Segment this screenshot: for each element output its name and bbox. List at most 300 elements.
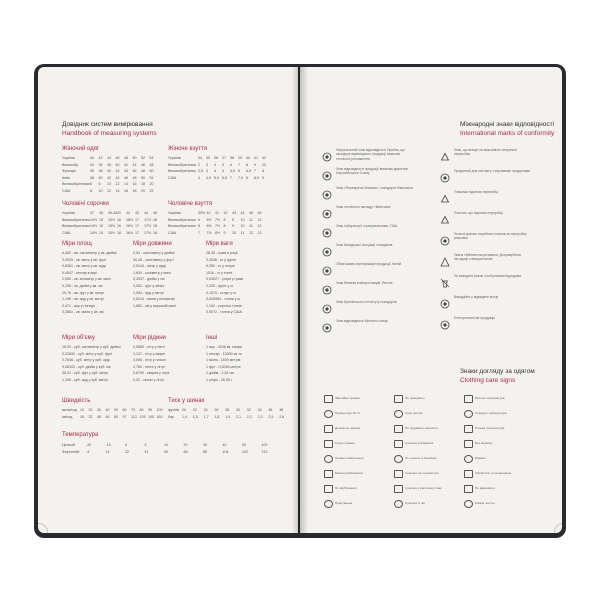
table-cell: 6 <box>90 182 92 187</box>
length-list <box>133 250 176 309</box>
table-cell: 4 <box>198 175 200 180</box>
table-cell: 10 <box>164 443 168 447</box>
row-label: Великобритания <box>168 169 196 174</box>
table-cell: 35 <box>206 156 210 160</box>
table-cell: 40 <box>98 175 103 180</box>
table-cell: 64 <box>105 414 110 419</box>
row-label: США <box>168 175 177 180</box>
table-cell: 43 <box>232 211 236 215</box>
row-label: США <box>62 230 71 235</box>
list-item: 1,094 - ярд у метрі <box>133 290 164 295</box>
men-shoes-title: Чоловіче взуття <box>168 201 213 207</box>
table-cell: 52 <box>149 175 154 180</box>
care-symbol-icon <box>394 470 403 478</box>
list-item: 16,39 - куб. сантиметр у куб. дюймі <box>62 345 121 349</box>
list-item: 1,760 - пінта у літрі <box>133 364 165 369</box>
gs-mark-icon <box>322 187 332 197</box>
list-item: 0,000984 - тонна у кг <box>206 297 241 302</box>
table-cell: 9 <box>223 230 226 235</box>
table-cell: 80 <box>114 414 118 419</box>
table-cell: 2,6 <box>279 414 285 419</box>
care-label: Без віджиму <box>475 441 493 445</box>
list-item: 0,03527 - унція у грамі <box>206 277 244 282</box>
table-cell: 212 <box>261 449 268 454</box>
table-cell: 8 <box>223 224 226 229</box>
table-cell: 70 <box>131 408 135 412</box>
list-item: 0,8361 - кв. метр у кв. ярді <box>62 264 106 269</box>
care-label: Сушіння на горизонталі <box>405 471 439 475</box>
book-gutter <box>292 67 308 533</box>
row-label: Великобритания <box>62 224 90 229</box>
table-cell: 14 <box>115 188 120 193</box>
table-cell: 8 <box>262 169 264 174</box>
table-cell: 6,5 <box>222 175 227 180</box>
table-cell: 40 <box>222 443 227 447</box>
table-cell: 46 <box>141 162 145 167</box>
row-label: Україна <box>168 211 181 215</box>
table-cell: 161 <box>156 414 163 419</box>
table-cell: 10 <box>80 408 84 412</box>
table-cell: -10 <box>105 443 111 447</box>
table-cell: 42 <box>124 162 128 167</box>
table-cell: 2 <box>198 162 200 167</box>
list-item: 2,590 - кв. кілометр у кв. милі <box>62 277 111 282</box>
care-label: Суха чистка <box>405 411 423 415</box>
left-page-subtitle: Handbook of measuring systems <box>62 130 157 137</box>
care-label: Низька температура <box>475 426 505 430</box>
table-cell: 16½ <box>126 217 133 222</box>
table-cell: 2,3 <box>257 414 263 419</box>
table-cell: 9 <box>262 175 264 180</box>
table-cell: -4 <box>86 449 90 454</box>
table-cell: 14½ <box>90 224 97 229</box>
table-cell: 18 <box>132 188 137 193</box>
right-page-subtitle: International marks of conformity <box>460 130 555 137</box>
table-cell: 1,8 <box>214 414 220 419</box>
table-cell: 41 <box>215 211 219 215</box>
mark-description: Знак Британського інституту стандартів <box>336 300 397 304</box>
mark-description: Знак, що вказує на можливість вторинної переробки <box>454 148 518 157</box>
mark-description: Електротехнічна продукція <box>454 316 496 320</box>
table-cell: 30 <box>203 443 207 447</box>
table-cell: 38 <box>90 175 94 180</box>
table-cell: 34 <box>257 408 262 412</box>
care-symbol-icon <box>464 485 473 493</box>
table-cell: 22 <box>192 408 197 412</box>
care-symbol-icon <box>394 485 403 493</box>
table-cell: 7½ <box>215 224 220 229</box>
list-item: 4,546 - літр у галоні <box>133 358 166 363</box>
table-cell: 12 <box>107 188 111 193</box>
mark-description: Викидайте у відведене місце <box>454 295 499 299</box>
care-symbol-icon <box>464 440 473 448</box>
list-item: 0,8799 - кварта у літрі <box>133 371 170 376</box>
table-cell: 9 <box>232 217 234 222</box>
care-symbol-icon <box>324 440 333 448</box>
list-item: 2,471 - акр у гектарі <box>62 303 95 308</box>
list-item: 10,76 - кв. фут у кв. метрі <box>62 290 105 295</box>
table-cell: 46 <box>124 175 128 180</box>
table-cell: 42 <box>126 211 130 215</box>
table-cell: 4 <box>214 162 216 167</box>
table-cell: 8,5 <box>254 175 259 180</box>
table-cell: 32 <box>246 408 251 412</box>
table-cell: 1,5 <box>192 414 198 419</box>
care-symbol-icon <box>464 455 473 463</box>
table-cell: 38 <box>279 408 284 412</box>
table-cell: 40 <box>90 156 94 160</box>
left-page <box>38 67 298 533</box>
table-cell: 7,5 <box>238 175 243 180</box>
table-cell: 9 <box>232 224 234 229</box>
list-item: 1,137 - літр у кварті <box>133 351 166 356</box>
table-cell: 122 <box>242 449 248 454</box>
mark-description: Упаковка підлягає переробці <box>454 190 499 194</box>
table-cell: 60 <box>122 408 127 412</box>
eac-mark-icon <box>322 320 332 330</box>
table-cell: 100 <box>156 408 163 412</box>
list-item: 1 миля - 1609 метрів <box>206 358 241 363</box>
mark-description: Знак Канадської асоціації стандартів <box>336 243 393 247</box>
list-item: 35,31 - куб. фут у куб. метрі <box>62 371 109 376</box>
table-cell: 28 <box>225 408 230 412</box>
table-cell: 11 <box>240 230 245 235</box>
table-cell: 12 <box>249 230 253 235</box>
row-label: миль/год <box>62 408 77 412</box>
table-cell: 15 <box>99 230 103 235</box>
table-cell: 145 <box>148 414 154 419</box>
care-symbol-icon <box>394 440 403 448</box>
table-cell: 3 <box>206 169 208 174</box>
table-cell: 42 <box>98 156 103 160</box>
table-cell: 48 <box>141 169 145 174</box>
table-cell: 17 <box>135 230 139 235</box>
tuv-mark-icon <box>322 206 332 216</box>
care-symbol-icon <box>324 470 333 478</box>
table-cell: 2,5 <box>268 414 274 419</box>
table-cell: 0 <box>125 443 127 447</box>
care-title: Знаки догляду за одягом <box>460 368 535 375</box>
row-label: Великобритания <box>62 182 90 187</box>
liquid-list <box>133 344 169 384</box>
table-cell: 17 <box>135 217 139 222</box>
table-cell: 44 <box>144 211 148 215</box>
table-cell: 16 <box>80 414 84 419</box>
table-cell: 38 <box>230 156 234 160</box>
table-cell: 4 <box>214 169 216 174</box>
pet-icon <box>440 212 450 222</box>
care-label: Мокра чистка <box>475 501 495 505</box>
table-cell: 6,5 <box>246 169 251 174</box>
table-cell: 6½ <box>206 217 212 222</box>
table-cell: 5 <box>222 169 224 174</box>
table-cell: 4,5 <box>206 175 211 180</box>
table-cell: 40 <box>246 156 250 160</box>
table-cell: 40 <box>115 162 120 167</box>
table-cell: 5 <box>144 443 147 447</box>
list-item: 1,308 - куб. ярд у куб. метрі <box>62 377 108 382</box>
list-item: 1,852 - км у морській милі <box>133 303 176 308</box>
care-symbol-icon <box>324 500 333 508</box>
table-cell: 32 <box>125 449 129 454</box>
list-item: 1 дюйм - 2,54 см <box>206 371 234 376</box>
table-cell: 40 <box>206 211 211 215</box>
list-item: 0,5683 - літр у пінті <box>133 345 165 349</box>
table-cell: 52 <box>141 156 145 160</box>
row-label: Україна <box>62 156 75 160</box>
care-symbol-icon <box>394 395 403 403</box>
row-label: Великобритания <box>168 217 196 222</box>
table-cell: 100 <box>261 443 268 447</box>
care-symbol-icon <box>394 425 403 433</box>
table-cell: 16 <box>117 217 121 222</box>
left-page-title: Довідник систем вимірювання <box>62 121 153 128</box>
table-cell: 15½ <box>108 224 115 229</box>
list-item: 30,48 - сантиметр у футі <box>133 257 174 262</box>
table-cell: 45 <box>249 211 253 215</box>
care-label: Хімчистка з розчинником <box>475 471 511 475</box>
pressure-title: Тиск у шинах <box>168 398 205 404</box>
table-cell: 17½ <box>144 230 151 235</box>
table-cell: 3 <box>206 162 208 167</box>
table-cell: 5,5 <box>214 175 219 180</box>
table-cell: 50 <box>242 443 246 447</box>
care-symbol-icon <box>464 500 473 508</box>
mark-description: Зелена крапка: виробник сплатив за переробку упаковки <box>454 232 527 241</box>
table-cell: 14 <box>105 449 110 454</box>
row-label: Україна <box>62 211 75 215</box>
table-cell: 36 <box>98 162 103 167</box>
care-label: Не прасувати <box>405 396 425 400</box>
table-cell: 38 <box>98 169 103 174</box>
list-item: 2,54 - сантиметр у дюймі <box>133 251 175 255</box>
table-cell: 15 <box>99 224 103 229</box>
table-cell: 46 <box>257 211 262 215</box>
table-cell: 16 <box>117 224 121 229</box>
table-cell: 18 <box>141 182 145 187</box>
other-list <box>206 344 242 384</box>
warning-triangle-icon <box>440 254 450 264</box>
table-cell: 16 <box>124 188 128 193</box>
tidyman-icon <box>440 296 450 306</box>
list-item: 1016 - кг у тонні <box>206 270 233 275</box>
row-label: США <box>168 230 177 235</box>
care-label: Сушіння в тіні <box>405 501 425 505</box>
row-label: Italia <box>62 175 70 180</box>
mark-description: Пластик, що підлягає переробці <box>454 211 504 215</box>
table-cell: 14½ <box>90 230 97 235</box>
table-cell: 14 <box>124 182 128 187</box>
list-item: 3,281 - фут у метрі <box>133 283 165 288</box>
table-cell: 41 <box>254 156 258 160</box>
table-cell: 16½ <box>126 224 133 229</box>
temperature-title: Температура <box>62 432 99 438</box>
speed-title: Швидкість <box>62 398 91 404</box>
table-cell: 15½ <box>108 230 115 235</box>
table-cell: 104 <box>222 449 229 454</box>
table-cell: 1,7 <box>203 414 209 419</box>
table-cell: 44 <box>115 175 120 180</box>
list-item: 0,9144 - метр у ярді <box>133 264 166 269</box>
table-cell: 11 <box>249 217 253 222</box>
table-cell: 10 <box>107 182 111 187</box>
table-cell: 44 <box>240 211 245 215</box>
table-cell: 37 <box>222 156 226 160</box>
page-corner-mark <box>554 523 562 533</box>
list-item: 0,1575 - стоун у кг <box>206 290 237 295</box>
row-label: Великобритания <box>168 162 196 167</box>
care-label: Не відбілювати <box>335 486 357 490</box>
bsi-mark-icon <box>322 301 332 311</box>
weight-title: Міри ваги <box>206 241 233 247</box>
care-symbol-icon <box>324 410 333 418</box>
care-label: Середня температура <box>475 411 507 415</box>
table-cell: 24 <box>203 408 208 412</box>
care-label: Віджим <box>475 456 486 460</box>
table-cell: 50 <box>132 156 137 160</box>
ukraine-mark-icon <box>322 149 332 159</box>
row-label: Великобритания <box>62 217 90 222</box>
list-item: 0,22 - галон у літрі <box>133 377 164 382</box>
table-cell: 129 <box>139 414 146 419</box>
care-symbol-icon <box>324 485 333 493</box>
care-symbol-icon <box>394 410 403 418</box>
other-title: Інші <box>206 335 218 341</box>
mark-description: Знак лабораторії страхувальників, США <box>336 224 398 228</box>
table-cell: 37 <box>90 211 94 215</box>
care-label: Прання заборонено <box>335 456 364 460</box>
table-cell: 22 <box>149 188 154 193</box>
table-cell: 7 <box>198 230 200 235</box>
table-cell: 7½ <box>215 217 220 222</box>
table-cell: 45 <box>153 211 157 215</box>
mobius-icon <box>440 191 450 201</box>
table-cell: 5 <box>222 162 224 167</box>
care-label: Не віджимати <box>475 486 495 490</box>
table-cell: 12 <box>257 217 262 222</box>
table-cell: 50 <box>164 449 168 454</box>
list-item: 0,4047 - гектар в акрі <box>62 270 97 275</box>
table-cell: 7 <box>238 162 240 167</box>
row-label: Великобр. <box>62 162 80 167</box>
care-label: Сушіння в барабані <box>405 441 434 445</box>
mark-description: Знак відповідності продукції вимогам директив Європейського Союзу <box>336 167 408 176</box>
csa-mark-icon <box>322 244 332 254</box>
green-dot-icon <box>440 233 450 243</box>
list-item: 0,3861 - кв. миля у кв. км <box>62 310 104 315</box>
row-label: США <box>62 188 71 193</box>
list-item: 1 гектар - 10000 кв. м <box>206 351 242 356</box>
table-cell: 36 <box>214 156 218 160</box>
table-cell: 11 <box>249 224 253 229</box>
row-label: км/год <box>62 414 73 419</box>
table-cell: 13 <box>257 230 262 235</box>
table-cell: 10 <box>232 230 236 235</box>
table-cell: 6½ <box>206 224 212 229</box>
table-cell: 18 <box>153 224 157 229</box>
ul-mark-icon <box>322 225 332 235</box>
list-item: 1,609 - кілометр у милі <box>133 270 171 275</box>
table-cell: 8 <box>90 188 92 193</box>
list-item: 1 акр - 4046 кв. метри <box>206 345 243 349</box>
care-symbol-icon <box>324 425 333 433</box>
row-label: бар <box>168 414 174 419</box>
table-cell: 1,4 <box>182 414 187 419</box>
table-cell: 50 <box>141 175 145 180</box>
table-cell: 26 <box>214 408 219 412</box>
table-cell: 16 <box>117 230 121 235</box>
list-item: 6,452 - кв. сантиметр у кв. дюймі <box>62 251 117 255</box>
table-cell: 18 <box>153 230 157 235</box>
list-item: 0,9072 - тонна у США <box>206 310 242 315</box>
table-cell: 14½ <box>90 217 97 222</box>
table-cell: 30 <box>236 408 240 412</box>
table-cell: 20 <box>88 408 93 412</box>
table-cell: 40 <box>107 169 111 174</box>
list-item: 0,7646 - куб. метр у куб. ярді <box>62 358 110 363</box>
care-label: Можна відбілювати <box>335 471 363 475</box>
right-page-title: Міжнародні знаки відповідності <box>460 121 554 128</box>
care-symbol-icon <box>394 500 403 508</box>
table-cell: 97 <box>122 414 127 419</box>
care-label: Ручне прання <box>335 441 355 445</box>
list-item: 0,4536 - кг у фунті <box>206 257 237 262</box>
table-cell: 44 <box>107 156 111 160</box>
care-symbol-icon <box>464 395 473 403</box>
table-cell: 48 <box>149 162 154 167</box>
table-cell: 16 <box>132 182 137 187</box>
care-label: Прасування <box>335 501 353 505</box>
table-cell: 46 <box>115 156 120 160</box>
table-cell: 86 <box>203 449 207 454</box>
table-cell: 48 <box>124 156 128 160</box>
table-cell: 20 <box>149 182 154 187</box>
mark-description: Знак відповідності Митного союзу <box>336 319 388 323</box>
food-safe-icon <box>440 170 450 180</box>
table-cell: 48 <box>97 414 101 419</box>
list-item: 1,196 - кв. ярд у кв. метрі <box>62 297 104 302</box>
care-symbol-icon <box>324 395 333 403</box>
length-title: Міри довжини <box>133 241 172 247</box>
volume-title: Міри об'єму <box>62 335 95 341</box>
list-item: 0,155 - кв. дюйм у кв. см <box>62 283 103 288</box>
table-cell: 44 <box>124 169 128 174</box>
mark-description: Національний знак відповідності України, що засвідчує відповідність продукції вимогам технічних регламентів <box>336 148 405 161</box>
ccc-mark-icon <box>322 263 332 273</box>
table-cell: 10 <box>240 224 245 229</box>
table-cell: 6 <box>230 162 232 167</box>
table-cell: 17½ <box>144 224 151 229</box>
list-item: 0,02832 - куб. метр у куб. футі <box>62 351 113 356</box>
list-item: 0,6214 - миля у кілометрі <box>133 297 175 302</box>
table-cell: 20 <box>183 443 188 447</box>
row-label: фунтів <box>168 408 180 412</box>
table-cell: 48 <box>132 175 137 180</box>
table-cell: 6 <box>238 169 240 174</box>
table-cell: 40 <box>105 408 110 412</box>
list-item: 1 фут - 0,3048 метра <box>206 364 241 369</box>
table-cell: 42 <box>107 175 111 180</box>
care-symbol-icon <box>464 470 473 478</box>
table-cell: 41 <box>144 449 149 454</box>
table-cell: 10 <box>262 162 266 167</box>
table-cell: 10 <box>240 217 245 222</box>
table-cell: 18 <box>153 217 157 222</box>
table-cell: 6 <box>198 224 200 229</box>
mark-description: Не викидати разом з побутовими відходами <box>454 274 522 278</box>
table-cell: 43 <box>135 211 139 215</box>
recycle-mark-icon <box>440 149 450 159</box>
